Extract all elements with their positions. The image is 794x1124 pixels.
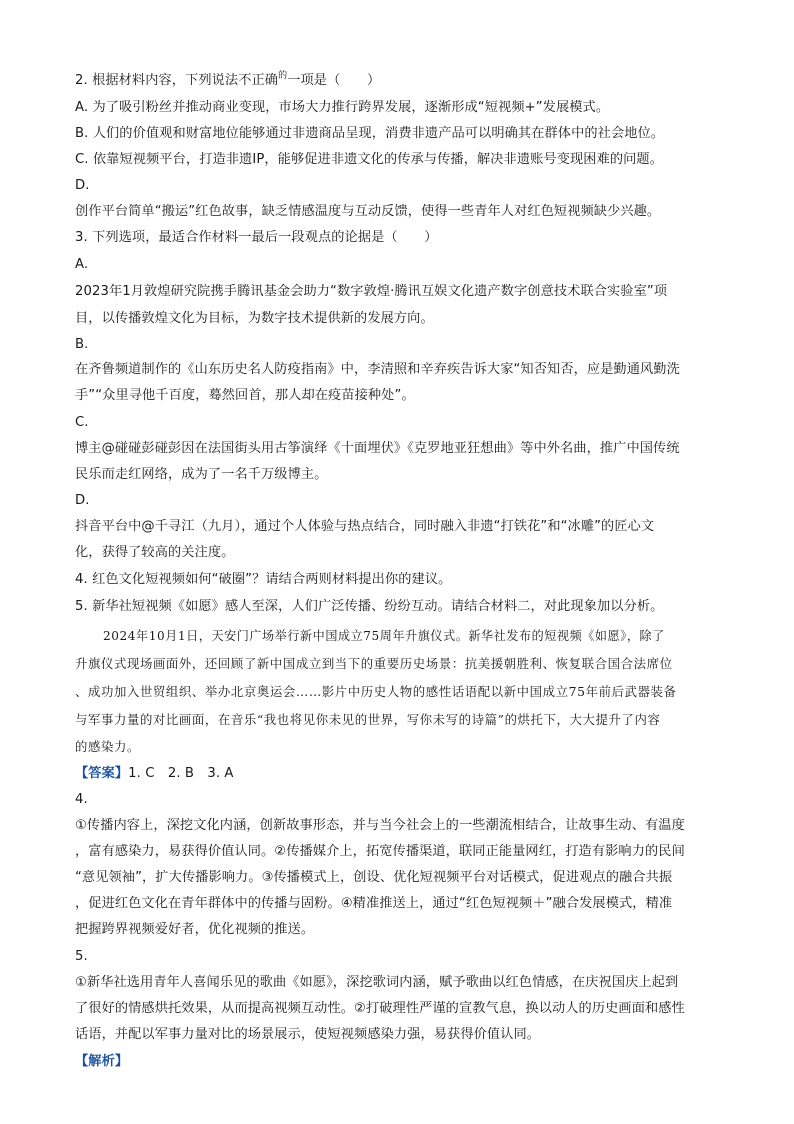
ans5-line-2: 了很好的情感烘托效果，从而提高视频互动性。②打破理性严谨的宣教气息，换以动人的历史画面和感性 <box>75 1001 685 1016</box>
q2-option-d: 创作平台简单“搬运”红色故事，缺乏情感温度与互动反馈，使得一些青年人对红色短视频缺少兴趣。 <box>75 204 661 219</box>
q2-option-b: B. 人们的价值观和财富地位能够通过非遗商品呈现，消费非遗产品可以明确其在群体中的社会地位。 <box>75 126 665 141</box>
analysis-heading <box>75 1053 128 1071</box>
q3-option-c-line2: 民乐而走红网络，成为了一名千万级博主。 <box>75 467 328 482</box>
q2-stem-b: 一项是（ ） <box>287 73 381 88</box>
q2-stem-a: 2. 根据材料内容，下列说法不正确 <box>75 73 279 88</box>
q3-option-b-label: B. <box>75 337 89 352</box>
material-line-4: 与军事力量的对比画面，在音乐“我也将见你未见的世界，写你未写的诗篇”的烘托下，大大提升了内容 <box>75 712 661 727</box>
analysis-bracket-open: 【 <box>75 1054 89 1069</box>
q3-option-a-line1: 2023年1月敦煌研究院携手腾讯基金会助力“数字敦煌·腾讯互娱文化遗产数字创意技术联合实验室”项 <box>75 284 668 299</box>
q2-stem-sup: 的 <box>278 71 288 81</box>
ans5-line-3: 话语，并配以军事力量对比的场景展示，使短视频感染力强，易获得价值认同。 <box>75 1027 541 1042</box>
q2-option-c: C. 依靠短视频平台，打造非遗IP，能够促进非遗文化的传承与传播，解决非遗账号变现困难的问题。 <box>75 152 664 167</box>
material-line-5: 的感染力。 <box>75 739 140 754</box>
ans5-number: 5. <box>75 949 88 964</box>
q3-option-d-line2: 化，获得了较高的关注度。 <box>75 545 235 560</box>
ans4-line-3: “意见领袖”，扩大传播影响力。③传播模式上，创设、优化短视频平台对话模式，促进观点的融合共振 <box>75 870 673 885</box>
q3-option-d-label: D. <box>75 493 90 508</box>
ans4-line-2: ，富有感染力，易获得价值认同。②传播媒介上，拓宽传播渠道，联同正能量网红，打造有影响力的民间 <box>75 844 685 859</box>
material-line-2: 升旗仪式现场画面外，还回顾了新中国成立到当下的重要历史场景：抗美援朝胜利、恢复联合国合法席位 <box>75 656 673 671</box>
q3-option-c-label: C. <box>75 415 89 430</box>
ans5-line-1: ①新华社选用青年人喜闻乐见的歌曲《如愿》，深挖歌词内涵，赋予歌曲以红色情感，在庆祝国庆上起到 <box>75 975 679 990</box>
ans4-number: 4. <box>75 792 88 807</box>
q3-option-d-line1: 抖音平台中@千寻江（九月），通过个人体验与热点结合，同时融入非遗“打铁花”和“冰雕”的匠心文 <box>75 519 655 534</box>
answer-label: 答案 <box>88 766 115 781</box>
q3-option-c-line1: 博主@碰碰彭碰彭因在法国街头用古筝演绎《十面埋伏》《克罗地亚狂想曲》等中外名曲，推广中国传统 <box>75 441 680 456</box>
material-line-3: 、成功加入世贸组织、举办北京奥运会……影片中历史人物的感性话语配以新中国成立75年前后武器装备 <box>75 684 677 699</box>
q3-option-a-label: A. <box>75 257 89 272</box>
q5-stem: 5. 新华社短视频《如愿》感人至深，人们广泛传播、纷纷互动。请结合材料二，对此现象加以分析。 <box>75 599 664 614</box>
answer-text: 1. C 2. B 3. A <box>128 766 234 781</box>
q3-option-b-line1: 在齐鲁频道制作的《山东历史名人防疫指南》中，李清照和辛弃疾告诉大家“知否知否，应是勤通风勤洗 <box>75 362 680 377</box>
ans4-line-1: ①传播内容上，深挖文化内涵，创新故事形态，并与当今社会上的一些潮流相结合，让故事生动、有温度 <box>75 818 685 833</box>
analysis-label: 解析 <box>88 1054 115 1069</box>
q4-stem: 4. 红色文化短视频如何“破圈”？请结合两则材料提出你的建议。 <box>75 572 452 587</box>
ans4-line-4: ，促进红色文化在青年群体中的传播与固粉。④精准推送上，通过“红色短视频＋”融合发展模式，精准 <box>75 896 673 911</box>
q2-option-d-label: D. <box>75 178 90 193</box>
answer-bracket-close: 】 <box>114 766 129 781</box>
q2-stem <box>75 72 380 91</box>
q2-option-a: A. 为了吸引粉丝并推动商业变现，市场大力推行跨界发展，逐渐形成“短视频+”发展模式。 <box>75 100 610 115</box>
answer-bracket-open: 【 <box>75 766 89 781</box>
analysis-bracket-close: 】 <box>114 1054 129 1069</box>
q3-option-a-line2: 目，以传播敦煌文化为目标，为数字技术提供新的发展方向。 <box>75 311 434 326</box>
material-line-1: 2024年10月1日，天安门广场举行新中国成立75周年升旗仪式。新华社发布的短视频《如愿》，除了 <box>103 628 665 643</box>
q3-option-b-line2: 手”“众里寻他千百度，蓦然回首，那人却在疫苗接种处”。 <box>75 388 415 403</box>
ans4-line-5: 把握跨界视频爱好者，优化视频的推送。 <box>75 922 315 937</box>
q3-stem: 3. 下列选项，最适合作材料一最后一段观点的论据是（ ） <box>75 230 438 245</box>
answer-line <box>75 765 234 783</box>
